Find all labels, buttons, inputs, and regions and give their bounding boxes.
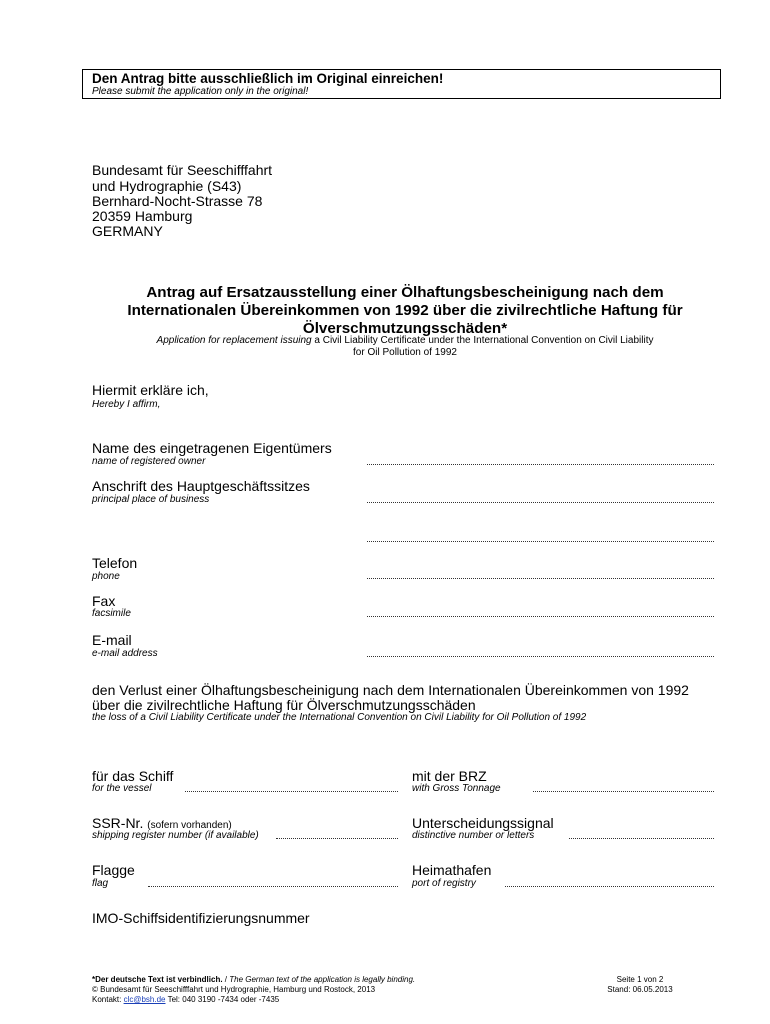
imo-label: IMO-Schiffsidentifizierungsnummer [92,910,310,926]
phone-field[interactable] [367,578,714,579]
footer-contact-phone: Tel: 040 3190 -7434 oder -7435 [165,995,280,1004]
footer-email-link[interactable]: clc@bsh.de [123,995,166,1004]
email-label: E-mail [92,632,132,648]
email-sub: e-mail address [92,648,158,659]
footer-contact [92,995,279,1005]
owner-label: Name des eingetragenen Eigentümers [92,440,332,456]
owner-field[interactable] [367,464,714,465]
notice-subheading: Please submit the application only in the original! [92,86,309,97]
footer-binding-note [92,975,415,985]
port-label: Heimathafen [412,862,492,878]
footer-page-number: Seite 1 von 2 [616,975,664,984]
owner-sub: name of registered owner [92,456,206,467]
loss-line-2: über die zivilrechtliche Haftung für Ölverschmutzungsschäden [92,697,476,713]
flag-field[interactable] [148,886,398,887]
footer-date: Stand: 06.05.2013 [607,985,673,994]
address-line: Bundesamt für Seeschifffahrt [92,162,273,178]
footer-copyright: © Bundesamt für Seeschifffahrt und Hydrographie, Hamburg und Rostock, 2013 [92,985,376,994]
ssr-label-text: SSR-Nr. [92,815,144,831]
ship-field[interactable] [185,791,398,792]
brz-sub: with Gross Tonnage [412,783,501,794]
footer-contact-prefix: Kontakt: [92,995,124,1004]
footer-binding-bold: *Der deutsche Text ist verbindlich. [92,975,223,984]
fax-label: Fax [92,593,116,609]
subtitle-italic: Application for replacement issuing [156,335,312,346]
business-label: Anschrift des Hauptgeschäftssitzes [92,478,310,494]
flag-sub: flag [92,878,109,889]
flag-label: Flagge [92,862,135,878]
notice-box [82,69,721,99]
subtitle-line-2: for Oil Pollution of 1992 [353,347,457,358]
footer-binding-sep: / [222,975,230,984]
title-line-3: Ölverschmutzungsschäden* [302,320,508,337]
port-field[interactable] [505,886,714,887]
brz-label: mit der BRZ [412,768,487,784]
address-line: und Hydrographie (S43) [92,178,242,194]
address-line: Bernhard-Nocht-Strasse 78 [92,193,263,209]
fax-sub: facsimile [92,608,131,619]
ssr-label [92,815,232,831]
ship-label: für das Schiff [92,768,174,784]
affirm-sub: Hereby I affirm, [92,399,161,410]
ssr-field[interactable] [276,838,398,839]
notice-heading: Den Antrag bitte ausschließlich im Original einreichen! [92,71,444,86]
title-line-1: Antrag auf Ersatzausstellung einer Ölhaftungsbescheinigung nach dem [146,284,664,301]
ssr-sub: shipping register number (if available) [92,830,259,841]
footer-binding-italic: The German text of the application is legally binding. [229,975,416,984]
phone-sub: phone [92,571,120,582]
business-field-line-2[interactable] [367,541,714,542]
fax-field[interactable] [367,616,714,617]
callsign-field[interactable] [569,838,714,839]
subtitle-rest: a Civil Liability Certificate under the International Convention on Civil Liability [311,335,654,346]
ship-sub: for the vessel [92,783,152,794]
port-sub: port of registry [412,878,476,889]
loss-line-1: den Verlust einer Ölhaftungsbescheinigung nach dem Internationalen Übereinkommen von 1992 [92,682,689,698]
affirm-label: Hiermit erkläre ich, [92,382,209,398]
brz-field[interactable] [533,791,714,792]
ssr-label-note: (sofern vorhanden) [147,820,232,831]
business-field[interactable] [367,502,714,503]
phone-label: Telefon [92,555,138,571]
callsign-sub: distinctive number or letters [412,830,535,841]
title-line-2: Internationalen Übereinkommen von 1992 über die zivilrechtliche Haftung für [127,302,683,319]
loss-sub: the loss of a Civil Liability Certificate under the International Convention on Civil Liability for Oil Pollution of 1992 [92,712,587,723]
address-line: 20359 Hamburg [92,208,193,224]
address-line: GERMANY [92,223,163,239]
callsign-label: Unterscheidungssignal [412,815,554,831]
email-field[interactable] [367,656,714,657]
business-sub: principal place of business [92,494,210,505]
